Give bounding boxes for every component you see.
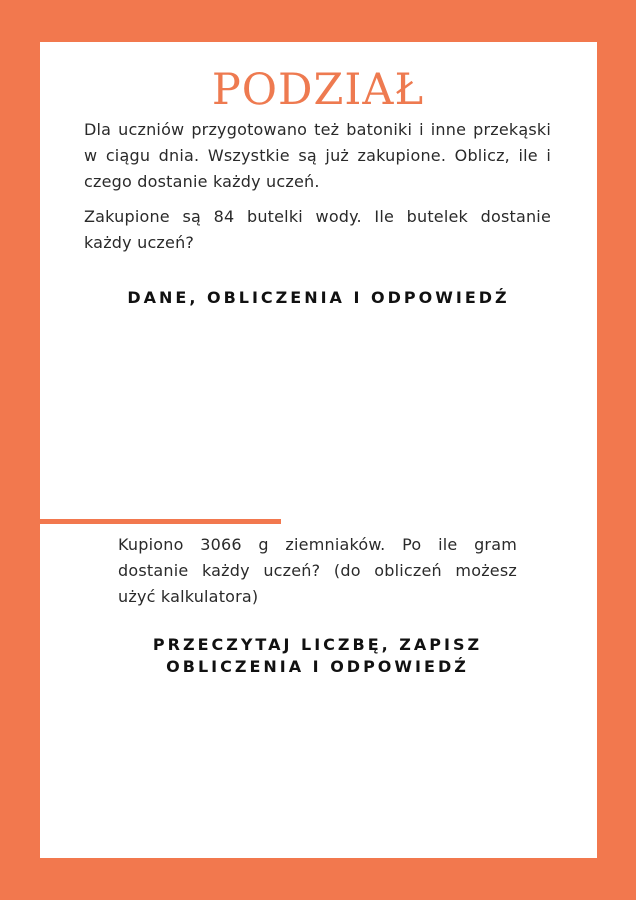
task2-heading-line1: PRZECZYTAJ LICZBĘ, ZAPISZ [152, 635, 483, 654]
task1-question: Zakupione są 84 butelki wody. Ile butelek dostanie każdy uczeń? [84, 207, 551, 252]
section-divider [40, 519, 281, 524]
page-title: PODZIAŁ [211, 65, 425, 115]
task2-heading-line2: OBLICZENIA I ODPOWIEDŹ [166, 657, 469, 676]
intro-text: Dla uczniów przygotowano też batoniki i inne przekąski w ciągu dnia. Wszystkie są już zakupione. Oblicz, ile i czego dostanie każdy uczeń. [84, 120, 551, 191]
task2-question: Kupiono 3066 g ziemniaków. Po ile gram dostanie każdy uczeń? (do obliczeń możesz użyć kalkulatora) [118, 535, 517, 606]
task1-answer-heading: DANE, OBLICZENIA I ODPOWIEDŹ [127, 288, 510, 307]
task2-answer-heading [118, 634, 517, 678]
